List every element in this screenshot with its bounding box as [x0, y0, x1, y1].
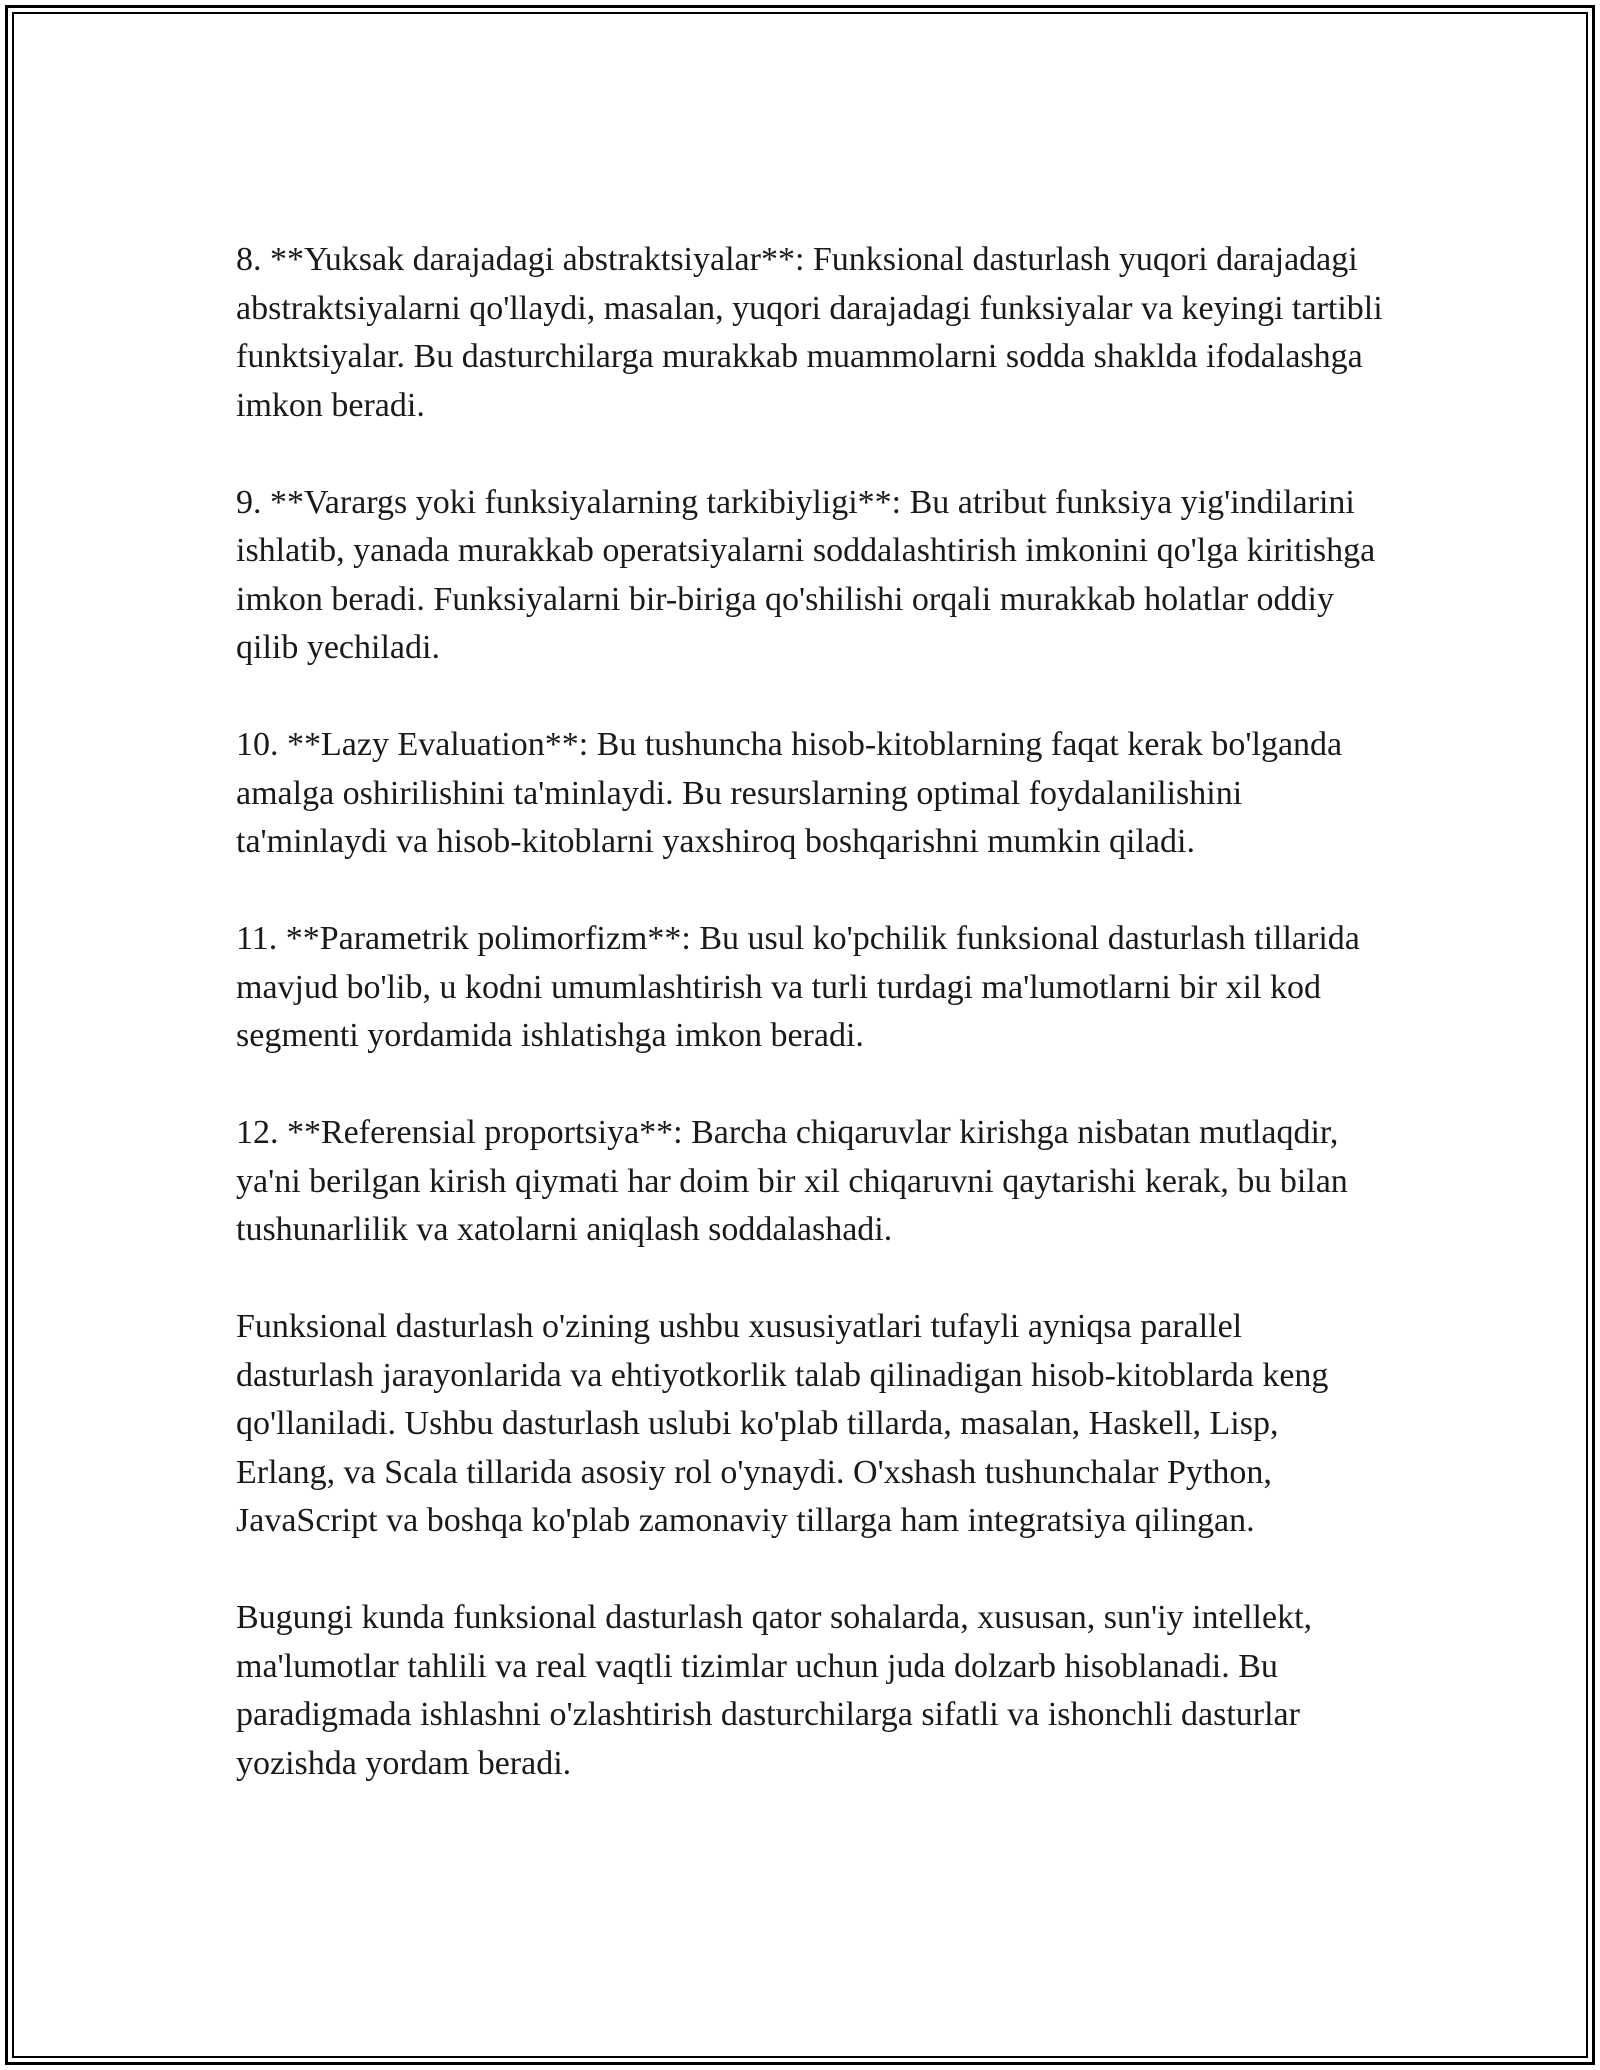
document-body — [236, 236, 1386, 1788]
paragraph-item-12: 12. **Referensial proportsiya**: Barcha chiqaruvlar kirishga nisbatan mutlaqdir, ya'ni berilgan kirish qiymati har doim bir xil chiqaruvni qaytarishi kerak, bu bilan tushunarlilik va xatolarni aniqlash soddalashadi. — [236, 1114, 1348, 1248]
paragraph-summary: Funksional dasturlash o'zining ushbu xususiyatlari tufayli ayniqsa parallel dasturlash jarayonlarida va ehtiyotkorlik talab qilinadigan hisob-kitoblarda keng qo'llaniladi. Ushbu dasturlash uslubi ko'plab tillarda, masalan, Haskell, Lisp, Erlang, va Scala tillarida asosiy rol o'ynaydi. O'xshash tushunchalar Python, JavaScript va boshqa ko'plab zamonaviy tillarga ham integratsiya qilingan. — [236, 1308, 1329, 1539]
paragraph-item-9: 9. **Varargs yoki funksiyalarning tarkibiyligi**: Bu atribut funksiya yig'indilarini ishlatib, yanada murakkab operatsiyalarni soddalashtirish imkonini qo'lga kiritishga imkon beradi. Funksiyalarni bir-biriga qo'shilishi orqali murakkab holatlar oddiy qilib yechiladi. — [236, 483, 1376, 666]
paragraph-item-11: 11. **Parametrik polimorfizm**: Bu usul ko'pchilik funksional dasturlash tillarida mavjud bo'lib, u kodni umumlashtirish va turli turdagi ma'lumotlarni bir xil kod segmenti yordamida ishlatishga imkon beradi. — [236, 920, 1360, 1054]
paragraph-conclusion: Bugungi kunda funksional dasturlash qator sohalarda, xususan, sun'iy intellekt, ma'lumotlar tahlili va real vaqtli tizimlar uchun juda dolzarb hisoblanadi. Bu paradigmada ishlashni o'zlashtirish dasturchilarga sifatli va ishonchli dasturlar yozishda yordam beradi. — [236, 1599, 1313, 1782]
paragraph-item-8: 8. **Yuksak darajadagi abstraktsiyalar**: Funksional dasturlash yuqori darajadagi abstraktsiyalarni qo'llaydi, masalan, yuqori darajadagi funksiyalar va keyingi tartibli funktsiyalar. Bu dasturchilarga murakkab muammolarni sodda shaklda ifodalashga imkon beradi. — [236, 241, 1383, 424]
paragraph-item-10: 10. **Lazy Evaluation**: Bu tushuncha hisob-kitoblarning faqat kerak bo'lganda amalga oshirilishini ta'minlaydi. Bu resurslarning optimal foydalanilishini ta'minlaydi va hisob-kitoblarni yaxshiroq boshqarishni mumkin qiladi. — [236, 726, 1343, 860]
